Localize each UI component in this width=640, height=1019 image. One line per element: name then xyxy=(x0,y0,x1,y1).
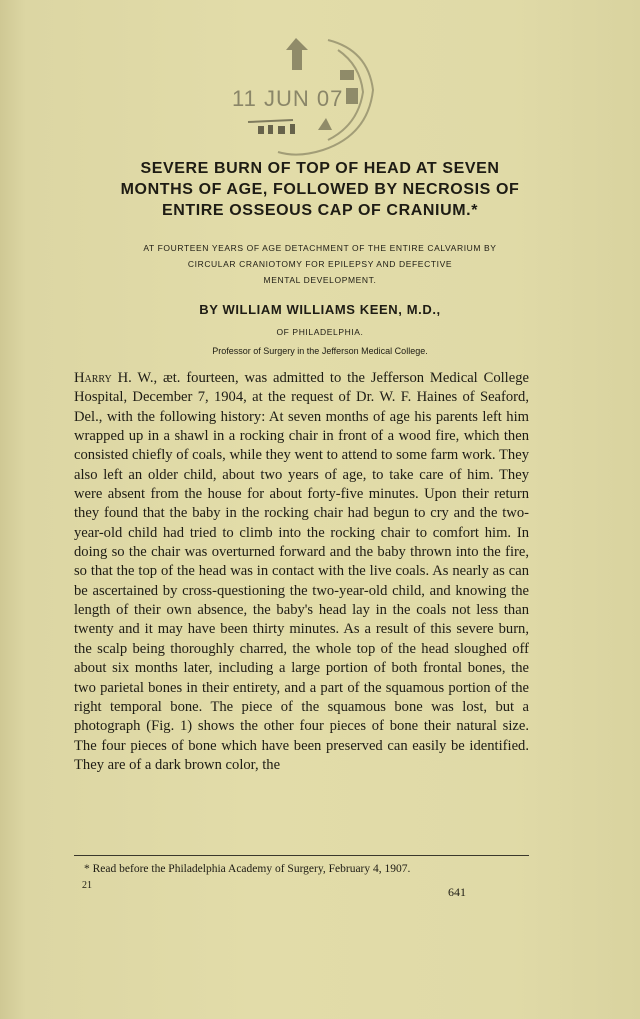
subtitle-line: AT FOURTEEN YEARS OF AGE DETACHMENT OF THE ENTIRE CALVARIUM BY xyxy=(143,243,497,253)
article-title xyxy=(60,158,580,221)
article-subtitle xyxy=(70,240,570,288)
title-line: ENTIRE OSSEOUS CAP OF CRANIUM.* xyxy=(161,202,479,219)
footnote-divider xyxy=(74,855,529,856)
page-number: 641 xyxy=(448,885,466,899)
lead-word: Harry xyxy=(74,370,112,386)
subtitle-line: MENTAL DEVELOPMENT. xyxy=(263,275,377,285)
title-line: SEVERE BURN OF TOP OF HEAD AT SEVEN xyxy=(140,160,500,177)
body-text: H. W., æt. fourteen, was admitted to the Jefferson Medical College Hospital, December 7, 1904, at the request of Dr. W. F. Haines of Seaford, Del., with the following history: At seven months of age his parents left him wrapped up in a shawl in a rocking chair in front of a wood fire, which then consisted chiefly of coals, while they went to attend to some farm work. They also left an older child, about two years of age, to take care of him. They were absent from the house for about forty-five minutes. Upon their return they found that the baby in the rocking chair had begun to cry and the two-year-old child had tried to climb into the rocking chair to comfort him. In doing so the chair was overturned forward and the baby thrown into the fire, so that the top of the head was in contact with the live coals. As nearly as can be ascertained by cross-questioning the two-year-old child, and knowing the length of their own absence, the baby's head lay in the coals not less than twenty and it may have been thirty minutes. As a result of this severe burn, the scalp being thoroughly charred, the whole top of the head sloughed off about six months later, including a large portion of both frontal bones, the two parietal bones in their entirety, and a part of the squamous portion of the right temporal bone. The piece of the squamous bone was lost, but a photograph (Fig. 1) shows the other four pieces of bone their natural size. The four pieces of bone which have been preserved can easily be identified. They are of a dark brown color, the xyxy=(74,370,529,773)
author-affiliation: OF PHILADELPHIA. xyxy=(276,327,364,337)
subtitle-line: CIRCULAR CRANIOTOMY FOR EPILEPSY AND DEFECTIVE xyxy=(187,259,453,269)
body-paragraph xyxy=(74,369,529,775)
footnote: * Read before the Philadelphia Academy of Surgery, February 4, 1907. xyxy=(84,863,411,875)
author-byline: BY WILLIAM WILLIAMS KEEN, M.D., xyxy=(199,302,441,317)
author-professorship: Professor of Surgery in the Jefferson Medical College. xyxy=(212,346,428,356)
title-line: MONTHS OF AGE, FOLLOWED BY NECROSIS OF xyxy=(120,181,520,198)
stamp-date: 11 JUN 07 xyxy=(232,86,344,111)
signature-mark: 21 xyxy=(82,880,92,891)
